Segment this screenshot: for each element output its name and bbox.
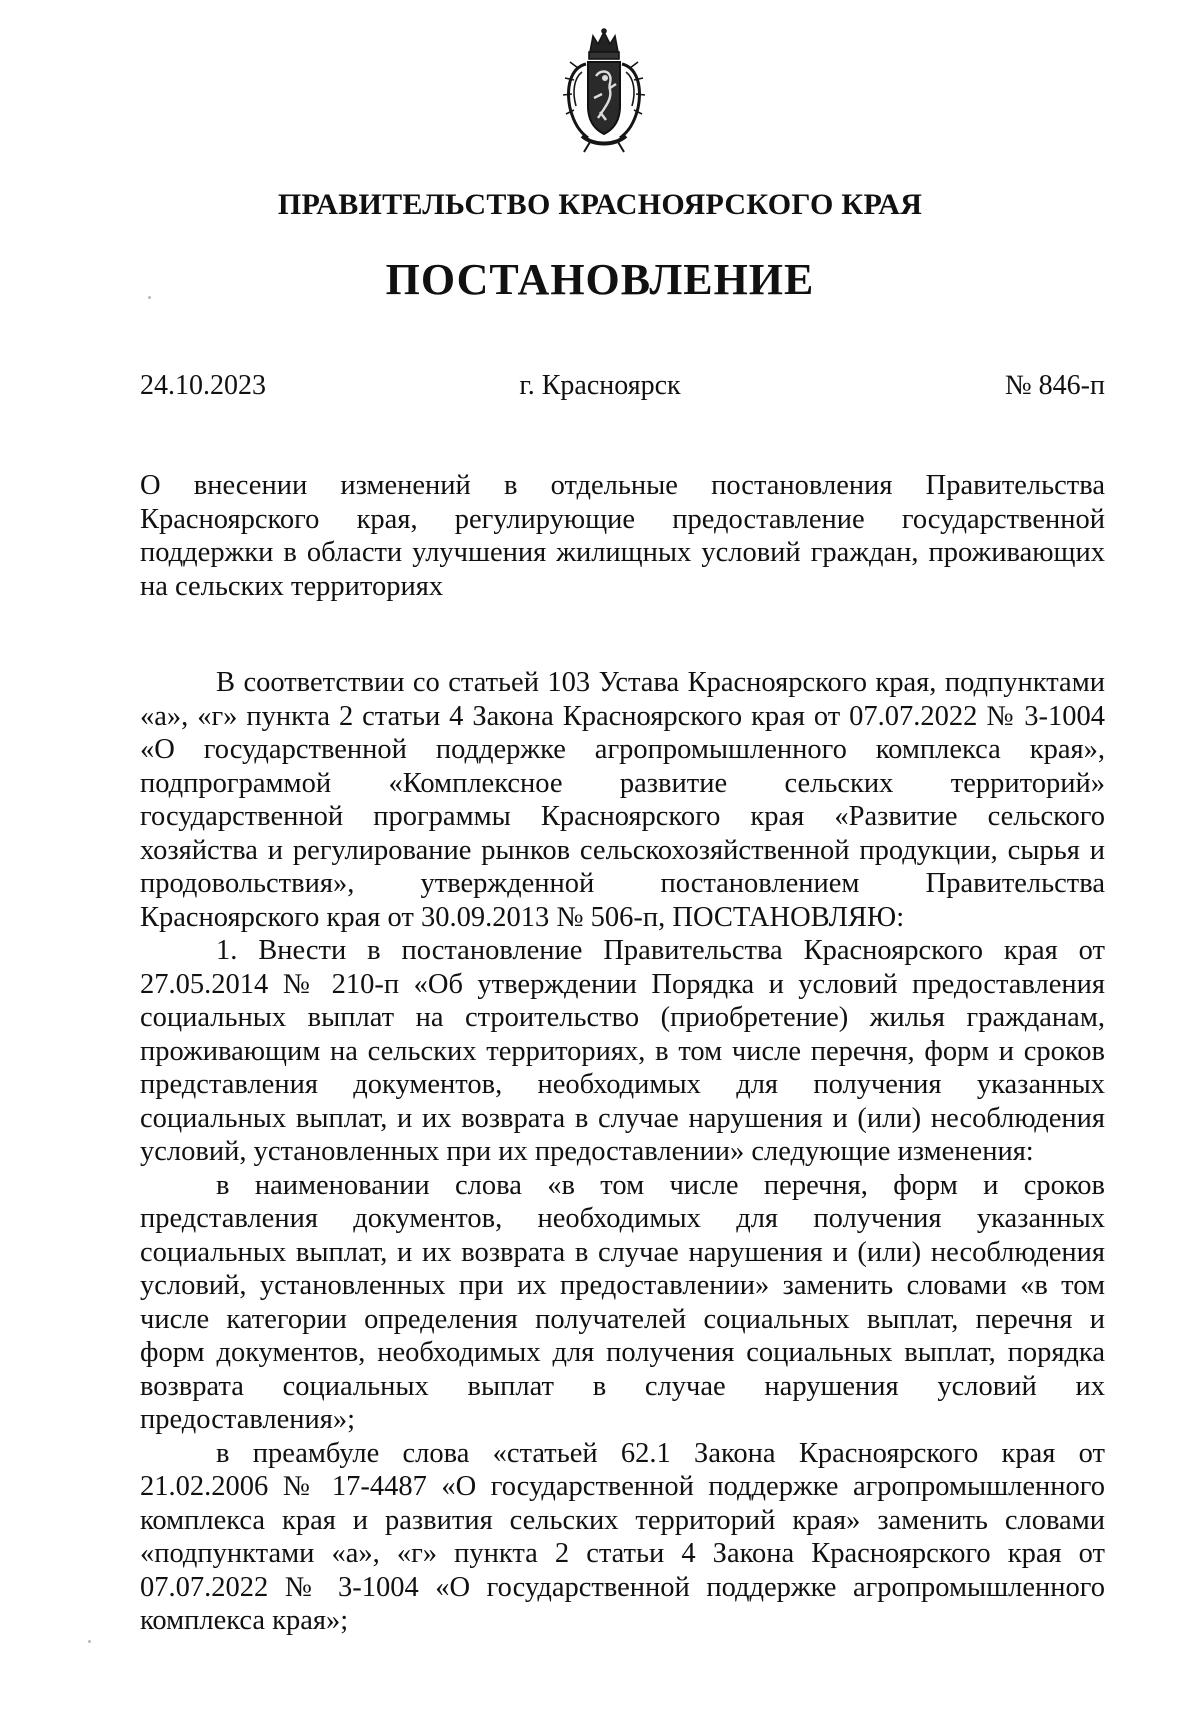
scan-speck <box>148 296 151 299</box>
document-city: г. Красноярск <box>519 370 681 401</box>
document-body <box>140 666 1105 1638</box>
preamble-paragraph: В соответствии со статьей 103 Устава Красноярского края, подпунктами «а», «г» пункта 2 статьи 4 Закона Красноярского края от 07.07.2022 № 3-1004 «О государственной поддержке агропромышленного комплекса края», подпрограммой «Комплексное развитие сельских территорий» государственной программы Красноярского края «Развитие сельского хозяйства и регулирование рынков сельскохозяйственной продукции, сырья и продовольствия», утвержденной постановлением Правительства Красноярского края от 30.09.2013 № 506-п, ПОСТАНОВЛЯЮ: <box>140 667 1105 933</box>
scan-speck <box>88 1640 91 1643</box>
item-1-paragraph: 1. Внести в постановление Правительства Красноярского края от 27.05.2014 № 210-п «Об утверждении Порядка и условий предоставления социальных выплат на строительство (приобретение) жилья гражданам, проживающим на сельских территориях, в том числе перечня, форм и сроков представления документов, необходимых для получения указанных социальных выплат, и их возврата в случае нарушения и (или) несоблюдения условий, установленных при их предоставлении» следующие изменения: <box>140 935 1105 1167</box>
document-date: 24.10.2023 <box>140 370 266 401</box>
document-number: № 846-п <box>1004 370 1105 401</box>
preamble-amendment-paragraph: в преамбуле слова «статьей 62.1 Закона Красноярского края от 21.02.2006 № 17-4487 «О государственной поддержке агропромышленного комплекса края и развития сельских территорий края» заменить словами «подпунктами «а», «г» пункта 2 статьи 4 Закона Красноярского края от 07.07.2022 № 3-1004 «О государственной поддержке агропромышленного комплекса края»; <box>140 1437 1105 1636</box>
krasnoyarsk-coat-of-arms-icon <box>560 28 648 156</box>
title-amendment-paragraph: в наименовании слова «в том числе перечня, форм и сроков представления документов, необходимых для получения указанных социальных выплат, и их возврата в случае нарушения и (или) несоблюдения условий, установленных при их предоставлении» заменить словами «в том числе категории определения получателей социальных выплат, перечня и форм документов, необходимых для получения социальных выплат, порядка возврата социальных выплат в случае нарушения условий их предоставления»; <box>140 1169 1105 1435</box>
document-subject: О внесении изменений в отдельные постановления Правительства Красноярского края, регулирующие предоставление государственной поддержки в области улучшения жилищных условий граждан, проживающих на сельских территориях <box>140 470 1105 602</box>
document-type-title: ПОСТАНОВЛЕНИЕ <box>385 255 815 304</box>
organization-name: ПРАВИТЕЛЬСТВО КРАСНОЯРСКОГО КРАЯ <box>277 188 923 221</box>
